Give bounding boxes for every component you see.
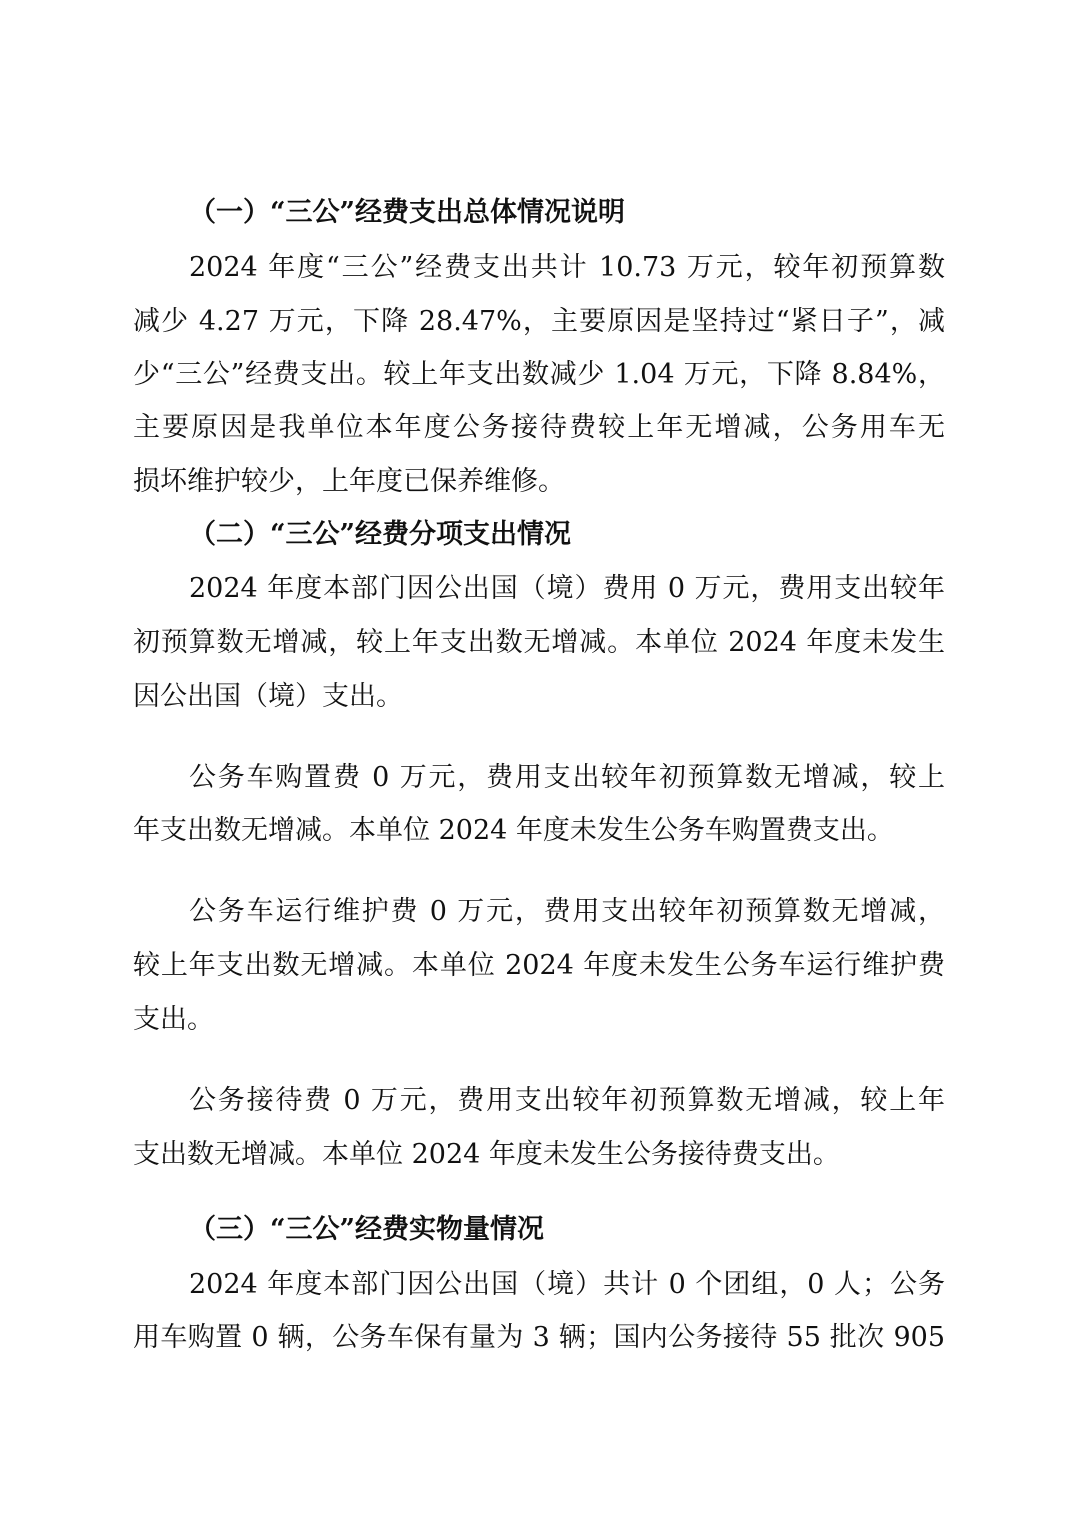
paragraph-line: 支出。 — [133, 1004, 214, 1035]
paragraph-line: 初预算数无增减，较上年支出数无增减。本单位 2024 年度未发生 — [133, 627, 945, 658]
paragraph-line: 年支出数无增减。本单位 2024 年度未发生公务车购置费支出。 — [133, 815, 894, 846]
paragraph-line: 2024 年度“三公”经费支出共计 10.73 万元，较年初预算数 — [189, 252, 945, 283]
paragraph-line: 2024 年度本部门因公出国（境）费用 0 万元，费用支出较年 — [189, 573, 945, 604]
paragraph-line: 公务车购置费 0 万元，费用支出较年初预算数无增减，较上 — [189, 762, 945, 793]
paragraph-line: 用车购置 0 辆，公务车保有量为 3 辆；国内公务接待 55 批次 905 — [133, 1322, 945, 1353]
paragraph-line: 减少 4.27 万元，下降 28.47%，主要原因是坚持过“紧日子”，减 — [133, 306, 945, 337]
paragraph-line: 较上年支出数无增减。本单位 2024 年度未发生公务车运行维护费 — [133, 950, 945, 981]
paragraph-line: 公务接待费 0 万元，费用支出较年初预算数无增减，较上年 — [189, 1085, 945, 1116]
paragraph-line: 少“三公”经费支出。较上年支出数减少 1.04 万元，下降 8.84%， — [133, 359, 945, 390]
section-heading: （三）“三公”经费实物量情况 — [189, 1214, 545, 1245]
paragraph-line: 主要原因是我单位本年度公务接待费较上年无增减，公务用车无 — [133, 412, 945, 443]
paragraph-line: 因公出国（境）支出。 — [133, 681, 403, 712]
paragraph-line: 损坏维护较少，上年度已保养维修。 — [133, 466, 565, 497]
paragraph-line: 公务车运行维护费 0 万元，费用支出较年初预算数无增减， — [189, 896, 945, 927]
paragraph-line: 支出数无增减。本单位 2024 年度未发生公务接待费支出。 — [133, 1139, 840, 1170]
section-heading: （二）“三公”经费分项支出情况 — [189, 519, 572, 550]
section-heading: （一）“三公”经费支出总体情况说明 — [189, 197, 626, 228]
paragraph-line: 2024 年度本部门因公出国（境）共计 0 个团组，0 人；公务 — [189, 1269, 945, 1300]
